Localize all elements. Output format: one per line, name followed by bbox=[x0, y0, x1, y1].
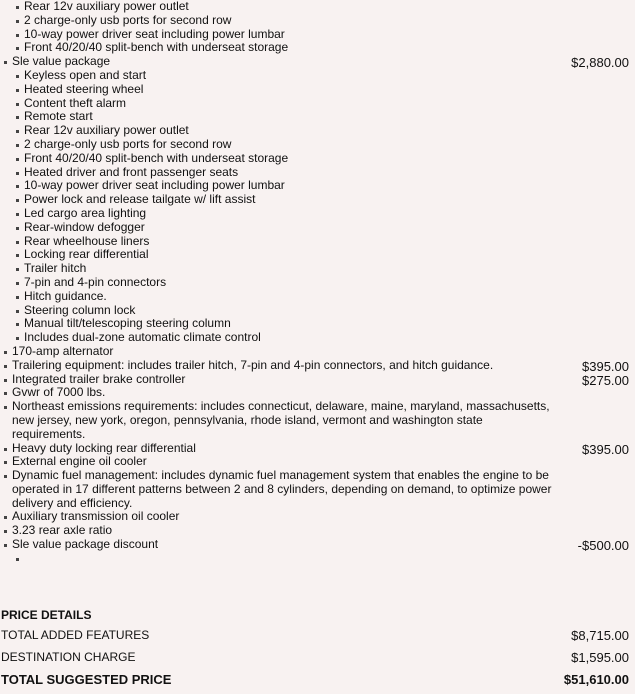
bullet-icon bbox=[16, 116, 19, 119]
bullet-icon bbox=[16, 47, 19, 50]
item-label: Keyless open and start bbox=[24, 67, 147, 82]
bullet-icon bbox=[4, 351, 7, 354]
list-item bbox=[0, 359, 635, 373]
bullet-icon bbox=[16, 254, 19, 257]
item-label: 2 charge-only usb ports for second row bbox=[24, 136, 232, 151]
list-item bbox=[0, 373, 635, 387]
destination-value: $1,595.00 bbox=[571, 650, 629, 665]
bullet-icon bbox=[16, 144, 19, 147]
empty-bullet-list bbox=[0, 552, 635, 566]
bullet-icon bbox=[16, 268, 19, 271]
bullet-icon bbox=[4, 61, 7, 64]
item-label: Steering column lock bbox=[24, 302, 136, 317]
total-added-row bbox=[0, 628, 635, 650]
list-item bbox=[0, 124, 635, 138]
bullet-icon bbox=[16, 75, 19, 78]
item-label: Heated driver and front passenger seats bbox=[24, 164, 239, 179]
top-feature-list bbox=[0, 0, 635, 55]
item-price: -$500.00 bbox=[577, 538, 629, 554]
item-label: Heavy duty locking rear differential bbox=[12, 440, 196, 455]
bullet-icon bbox=[4, 406, 7, 409]
list-item bbox=[0, 152, 635, 166]
list-item bbox=[0, 193, 635, 207]
bullet-icon bbox=[16, 558, 19, 561]
list-item bbox=[0, 345, 635, 359]
bullet-icon bbox=[4, 530, 7, 533]
item-label: Hitch guidance. bbox=[24, 288, 107, 303]
feature-list bbox=[0, 345, 635, 552]
bullet-icon bbox=[16, 296, 19, 299]
item-label: Rear 12v auxiliary power outlet bbox=[24, 123, 189, 138]
bullet-icon bbox=[4, 365, 7, 368]
item-label: Dynamic fuel management: includes dynamic fuel management system that enables the engine to be operated in 17 different patterns between 2 and 8 cylinders, depending on demand, to optimize power delivery and efficiency. bbox=[12, 468, 552, 510]
list-item bbox=[0, 290, 635, 304]
sle-package-section bbox=[0, 55, 635, 69]
list-item bbox=[0, 538, 635, 552]
item-label: Rear-window defogger bbox=[24, 219, 145, 234]
price-details-heading: PRICE DETAILS bbox=[1, 608, 92, 622]
item-label: Includes dual-zone automatic climate control bbox=[24, 330, 261, 345]
list-item bbox=[0, 83, 635, 97]
list-item bbox=[0, 455, 635, 469]
list-item bbox=[0, 166, 635, 180]
destination-label: DESTINATION CHARGE bbox=[1, 650, 136, 664]
bullet-icon bbox=[4, 392, 7, 395]
list-item bbox=[0, 138, 635, 152]
item-label: 3.23 rear axle ratio bbox=[12, 523, 113, 538]
item-label: Gvwr of 7000 lbs. bbox=[12, 385, 106, 400]
bullet-icon bbox=[16, 241, 19, 244]
bullet-icon bbox=[16, 227, 19, 230]
sle-package-price: $2,880.00 bbox=[571, 55, 629, 71]
bullet-icon bbox=[4, 475, 7, 478]
price-details-heading-row bbox=[0, 606, 635, 628]
bullet-icon bbox=[16, 20, 19, 23]
item-label: Power lock and release tailgate w/ lift assist bbox=[24, 192, 256, 207]
empty-list-item bbox=[0, 552, 635, 566]
bullet-icon bbox=[4, 516, 7, 519]
bullet-icon bbox=[16, 103, 19, 106]
list-item bbox=[0, 331, 635, 345]
list-item bbox=[0, 400, 635, 441]
item-label: Auxiliary transmission oil cooler bbox=[12, 509, 180, 524]
list-item bbox=[0, 510, 635, 524]
bullet-icon bbox=[16, 89, 19, 92]
bullet-icon bbox=[16, 6, 19, 9]
item-label: Manual tilt/telescoping steering column bbox=[24, 316, 231, 331]
item-label: Front 40/20/40 split-bench with underseat storage bbox=[24, 150, 289, 165]
list-item bbox=[0, 207, 635, 221]
bullet-icon bbox=[16, 213, 19, 216]
bullet-icon bbox=[16, 158, 19, 161]
list-item bbox=[0, 14, 635, 28]
item-label: Front 40/20/40 split-bench with underseat storage bbox=[24, 40, 289, 55]
list-item bbox=[0, 97, 635, 111]
list-item bbox=[0, 0, 635, 14]
bullet-icon bbox=[16, 172, 19, 175]
sle-package-item-list bbox=[0, 69, 635, 345]
list-item bbox=[0, 469, 635, 510]
item-label: Trailer hitch bbox=[24, 261, 87, 276]
item-label: Integrated trailer brake controller bbox=[12, 371, 186, 386]
item-label: 10-way power driver seat including power lumbar bbox=[24, 26, 285, 41]
bullet-icon bbox=[4, 379, 7, 382]
item-label: Heated steering wheel bbox=[24, 81, 144, 96]
item-label: External engine oil cooler bbox=[12, 454, 147, 469]
bullet-icon bbox=[16, 310, 19, 313]
list-item bbox=[0, 28, 635, 42]
item-label: 2 charge-only usb ports for second row bbox=[24, 12, 232, 27]
item-label: Northeast emissions requirements: includes connecticut, delaware, maine, maryland, massachusetts, new jersey, new york, oregon, pennsylvania, rhode island, vermont and washington state requirements. bbox=[12, 399, 550, 441]
item-price: $395.00 bbox=[582, 441, 629, 457]
item-label: 170-amp alternator bbox=[12, 343, 114, 358]
destination-row bbox=[0, 650, 635, 672]
bullet-icon bbox=[4, 461, 7, 464]
item-label: 10-way power driver seat including power lumbar bbox=[24, 178, 285, 193]
bullet-icon bbox=[4, 544, 7, 547]
list-item bbox=[0, 386, 635, 400]
total-price-value: $51,610.00 bbox=[563, 672, 629, 687]
item-price: $395.00 bbox=[582, 358, 629, 374]
item-label: Sle value package discount bbox=[12, 537, 159, 552]
list-item bbox=[0, 304, 635, 318]
list-item bbox=[0, 442, 635, 456]
item-label: Remote start bbox=[24, 109, 93, 124]
item-label: Content theft alarm bbox=[24, 95, 127, 110]
list-item bbox=[0, 69, 635, 83]
item-label: Rear 12v auxiliary power outlet bbox=[24, 0, 189, 13]
list-item bbox=[0, 317, 635, 331]
item-label: Locking rear differential bbox=[24, 247, 149, 262]
list-item bbox=[0, 235, 635, 249]
item-label: Rear wheelhouse liners bbox=[24, 233, 150, 248]
list-item bbox=[0, 248, 635, 262]
item-label: Trailering equipment: includes trailer hitch, 7-pin and 4-pin connectors, and hitch guidance. bbox=[12, 357, 494, 372]
list-item bbox=[0, 221, 635, 235]
sle-package-row bbox=[0, 55, 635, 69]
bullet-icon bbox=[16, 337, 19, 340]
bullet-icon bbox=[16, 282, 19, 285]
bullet-icon bbox=[16, 34, 19, 37]
bullet-icon bbox=[16, 323, 19, 326]
list-item bbox=[0, 262, 635, 276]
bullet-icon bbox=[16, 199, 19, 202]
bullet-icon bbox=[16, 130, 19, 133]
list-item bbox=[0, 110, 635, 124]
list-item bbox=[0, 276, 635, 290]
total-added-label: TOTAL ADDED FEATURES bbox=[1, 628, 150, 642]
total-added-value: $8,715.00 bbox=[571, 628, 629, 643]
list-item bbox=[0, 524, 635, 538]
total-price-label: TOTAL SUGGESTED PRICE bbox=[1, 672, 172, 687]
item-price: $275.00 bbox=[582, 372, 629, 388]
item-label: Led cargo area lighting bbox=[24, 205, 147, 220]
bullet-icon bbox=[4, 448, 7, 451]
bullet-icon bbox=[16, 185, 19, 188]
list-item bbox=[0, 179, 635, 193]
price-details bbox=[0, 606, 635, 694]
item-label: 7-pin and 4-pin connectors bbox=[24, 274, 167, 289]
total-price-row bbox=[0, 672, 635, 694]
sle-package-label: Sle value package bbox=[12, 54, 111, 69]
list-item bbox=[0, 41, 635, 55]
